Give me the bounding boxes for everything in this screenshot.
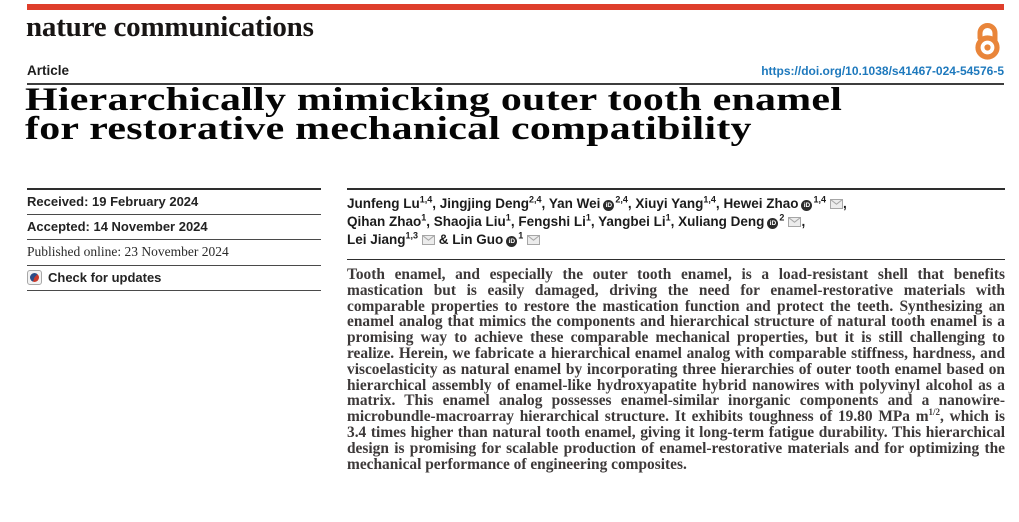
main-column — [347, 188, 1005, 488]
email-icon[interactable] — [422, 232, 435, 247]
orcid-icon[interactable]: iD — [801, 200, 812, 211]
author-name: Lin Guo — [452, 232, 504, 247]
affiliation-superscript: 2,4 — [529, 194, 542, 205]
author-separator: , — [842, 196, 847, 211]
author — [452, 232, 540, 247]
article-title-line-2: for restorative mechanical compatibility — [25, 110, 752, 147]
author — [347, 232, 452, 247]
affiliation-superscript: 1,4 — [703, 194, 716, 205]
abstract-part-2: , which is 3.4 times higher than natural tooth enamel, giving it long-term fatigue durability. This hierarchical design is promising for scalable production of enamel-restorative materials and for optimizing the mechanical performance of engineering composites. — [347, 408, 1005, 473]
author-name: Xiuyi Yang — [635, 196, 704, 211]
author-name: Junfeng Lu — [347, 196, 420, 211]
affiliation-superscript: 1 — [421, 212, 427, 223]
author-name: Fengshi Li — [518, 214, 586, 229]
author-name: Hewei Zhao — [723, 196, 799, 211]
check-for-updates-label: Check for updates — [48, 270, 162, 285]
author-separator: , — [432, 196, 440, 211]
published-date: Published online: 23 November 2024 — [27, 239, 321, 265]
author-separator: , — [801, 214, 806, 229]
author-separator: & — [435, 232, 453, 247]
article-title-line-1: Hierarchically mimicking outer tooth enamel — [25, 82, 843, 118]
author — [549, 196, 636, 211]
open-access-icon — [971, 20, 1004, 60]
author-separator: , — [670, 214, 679, 229]
orcid-icon[interactable]: iD — [603, 200, 614, 211]
email-icon[interactable] — [527, 232, 540, 247]
author-name: Shaojia Liu — [433, 214, 506, 229]
crossmark-icon — [27, 270, 42, 285]
author-name: Lei Jiang — [347, 232, 406, 247]
affiliation-superscript: 2 — [779, 212, 785, 223]
affiliation-superscript: 1 — [518, 230, 524, 241]
author — [347, 214, 434, 229]
orcid-icon[interactable]: iD — [767, 218, 778, 229]
author-name: Yangbei Li — [598, 214, 666, 229]
journal-wordmark: nature communications — [26, 11, 314, 43]
affiliation-superscript: 2,4 — [615, 194, 628, 205]
affiliation-superscript: 1 — [585, 212, 591, 223]
doi-link[interactable]: https://doi.org/10.1038/s41467-024-54576-5 — [761, 64, 1004, 78]
author — [678, 214, 805, 229]
author — [635, 196, 723, 211]
author-name: Xuliang Deng — [678, 214, 765, 229]
author-separator: , — [590, 214, 599, 229]
author-separator: , — [426, 214, 434, 229]
article-header-row — [27, 58, 1004, 85]
author-name: Qihan Zhao — [347, 214, 422, 229]
affiliation-superscript: 1,4 — [419, 194, 433, 205]
abstract-superscript: 1/2 — [928, 407, 941, 418]
email-icon[interactable] — [788, 214, 801, 229]
affiliation-superscript: 1 — [665, 212, 671, 223]
email-icon[interactable] — [830, 196, 843, 211]
article-type-label: Article — [27, 63, 70, 78]
nature-brand-bar — [27, 4, 1004, 10]
accepted-date: Accepted: 14 November 2024 — [27, 214, 321, 239]
affiliation-superscript: 1,4 — [813, 194, 826, 205]
author-separator: , — [510, 214, 519, 229]
author — [440, 196, 549, 211]
author — [598, 214, 678, 229]
affiliation-superscript: 1,3 — [405, 230, 419, 241]
author — [434, 214, 519, 229]
article-history-sidebar — [27, 188, 321, 291]
orcid-icon[interactable]: iD — [506, 236, 517, 247]
author-separator: , — [627, 196, 636, 211]
author-separator: , — [541, 196, 549, 211]
author — [347, 196, 440, 211]
author-list — [347, 188, 1005, 249]
author-name: Yan Wei — [548, 196, 601, 211]
article-title — [25, 82, 843, 147]
abstract-text — [347, 259, 1005, 472]
author-separator: , — [715, 196, 724, 211]
received-date: Received: 19 February 2024 — [27, 188, 321, 214]
affiliation-superscript: 1 — [505, 212, 511, 223]
check-for-updates-button[interactable] — [27, 265, 321, 290]
author — [723, 196, 846, 211]
abstract-part-1: Tooth enamel, and especially the outer tooth enamel, is a load-resistant shell that benefits mastication but is easily damaged, driving the need for enamel-restorative materials with comparable properties to restore the mastication function and protect the teeth. Synthesizing an enamel analog that mimics the components and hierarchical structure of natural tooth enamel is a promising way to achieve these comparable mechanical properties, but it is still challenging to realize. Herein, we fabricate a hierarchical enamel analog with comparable stiffness, hardness, and viscoelasticity as natural enamel by incorporating three hierarchies of outer tooth enamel based on hierarchical assembly of enamel-like hydroxyapatite hybrid nanowires with polyvinyl alcohol as a matrix. This enamel analog possesses enamel-similar inorganic components and a nanowire-microbundle-macroarray hierarchical structure. It exhibits toughness of 19.80 MPa m — [347, 266, 1005, 426]
author — [518, 214, 598, 229]
author-name: Jingjing Deng — [439, 196, 530, 211]
